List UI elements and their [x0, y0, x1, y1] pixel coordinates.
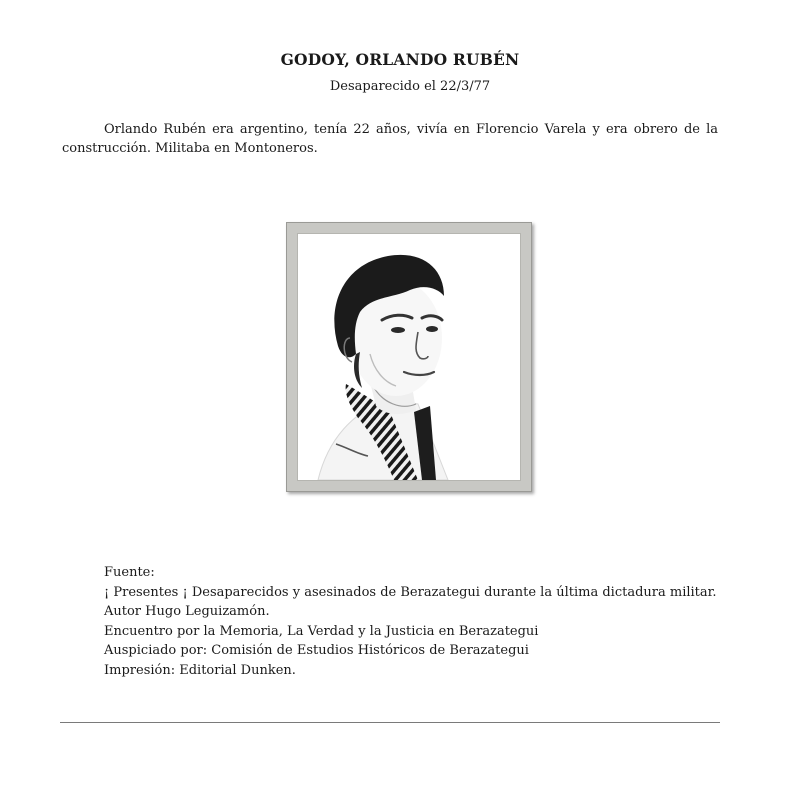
source-sponsor: Auspiciado por: Comisión de Estudios Históricos de Berazategui	[104, 643, 529, 658]
bio-paragraph: Orlando Rubén era argentino, tenía 22 años, vivía en Florencio Varela y era obrero de la construcción. Militaba en Montoneros.	[62, 122, 718, 156]
page-title: GODOY, ORLANDO RUBÉN	[280, 50, 520, 69]
sources-list	[104, 563, 717, 680]
page-subtitle: Desaparecido el 22/3/77	[329, 79, 491, 94]
portrait-photo	[297, 233, 521, 481]
footer-divider	[60, 722, 720, 723]
portrait-image	[298, 234, 520, 480]
source-book-title: ¡ Presentes ¡ Desaparecidos y asesinados de Berazategui durante la última dictadura militar.	[104, 584, 717, 600]
source-publisher: Impresión: Editorial Dunken.	[104, 662, 296, 678]
source-author: Autor Hugo Leguizamón.	[104, 604, 270, 619]
photo-frame	[286, 222, 532, 492]
sources-label: Fuente:	[104, 565, 155, 580]
source-organization: Encuentro por la Memoria, La Verdad y la Justicia en Berazategui	[104, 623, 539, 639]
